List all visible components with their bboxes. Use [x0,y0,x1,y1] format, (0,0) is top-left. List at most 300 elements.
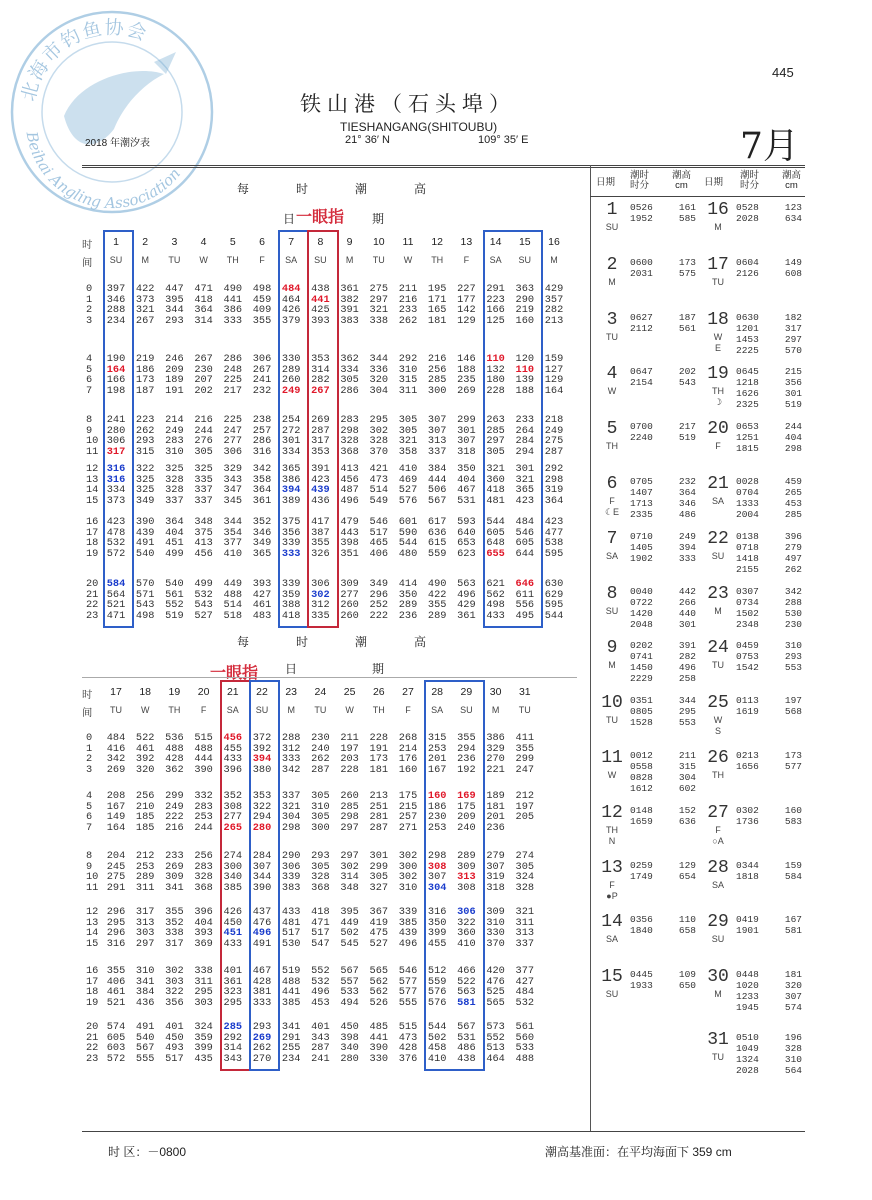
day-header: 22 [256,686,268,698]
tide-cell: 437 [252,906,272,918]
tide-cell: 370 [369,445,389,458]
hour-label: 20 [86,1021,99,1033]
tide-cell: 283 [165,435,184,448]
tide-cell: 280 [340,1052,359,1065]
tide-cell: 393 [252,578,272,590]
tide-cell: 365 [281,463,301,475]
tide-cell: 228 [340,763,359,776]
header-char-3: 潮 [355,182,368,196]
tide-cell: 338 [194,965,213,977]
tide-cell: 364 [165,516,184,528]
tide-cell: 546 [398,965,418,977]
tide-cell: 496 [398,937,418,950]
day-number: 4 [606,364,618,385]
tide-cell: 209 [165,363,184,376]
hour-label: 3 [86,763,93,776]
tide-cell: 584 [106,578,126,590]
tide-cell: 212 [135,850,155,862]
tide-cell: 160 [515,314,535,327]
tide-times: 0138 0718 1418 2155 [736,530,759,575]
day-weekday: F [609,879,615,890]
tide-cell: 344 [223,516,243,528]
tide-cell: 533 [340,986,359,999]
tide-cell: 413 [194,537,213,550]
page-number: 445 [772,65,794,80]
day-weekday: SU [711,550,725,561]
weekday-header: SA [431,705,444,715]
tide-cell: 350 [457,463,476,475]
tide-cell: 306 [252,353,272,365]
tide-cell: 395 [340,906,359,918]
tide-cell: 159 [544,353,564,365]
tide-cell: 317 [165,937,184,950]
tide-cell: 476 [252,916,272,929]
tide-cell: 396 [223,763,243,776]
tide-cell: 241 [311,1052,330,1065]
hour-label: 11 [86,881,99,894]
tide-cell: 337 [194,484,213,497]
tide-cell: 488 [165,742,184,755]
tide-cell: 253 [194,811,213,824]
tide-cell: 317 [106,445,126,458]
hour-label: 3 [86,314,93,327]
tide-cell: 502 [427,1031,447,1044]
tide-cell: 386 [281,473,301,486]
tide-cell: 365 [515,484,535,497]
tide-cell: 334 [281,445,301,458]
day-number: 31 [707,1030,729,1050]
tide-cell: 247 [515,763,535,776]
day-header: 21 [226,686,239,698]
tide-cell: 311 [194,975,213,988]
day-header: 28 [431,686,444,698]
day-weekday: TU [606,331,618,342]
tide-cell: 449 [223,578,243,590]
hour-label: 23 [86,1052,99,1065]
tide-cell: 211 [340,732,359,744]
tide-cell: 209 [457,811,476,824]
tide-cell: 171 [427,293,447,306]
tide-cell: 375 [194,526,213,539]
tide-cell: 486 [457,1042,476,1055]
tide-cell: 305 [398,424,418,437]
hour-label: 0 [86,732,93,744]
tide-cell: 564 [106,588,126,601]
tide-cell: 298 [340,424,359,437]
tide-cell: 351 [340,547,359,560]
tide-cell: 498 [486,599,505,612]
tide-cell: 364 [194,304,213,317]
tide-cell: 272 [281,424,301,437]
tide-cell: 498 [252,283,272,295]
tide-cell: 222 [369,609,389,622]
tide-heights: 197 568 [784,695,802,718]
tide-cell: 321 [135,304,155,317]
hour-label: 14 [86,927,99,940]
tide-cell: 494 [340,996,359,1009]
tide-cell: 303 [135,927,155,940]
tide-cell: 269 [457,384,476,397]
tide-cell: 439 [398,927,418,940]
hour-label: 17 [86,526,99,539]
tide-cell: 512 [427,965,447,977]
tide-cell: 252 [369,599,389,612]
hour-label: 22 [86,1042,99,1055]
tide-cell: 384 [427,463,447,475]
tide-cell: 450 [340,1021,359,1033]
tide-cell: 538 [544,537,564,550]
tide-cell: 491 [135,1021,155,1033]
tide-cell: 277 [340,588,359,601]
tide-cell: 302 [311,588,330,601]
day-header: 30 [489,686,502,698]
tide-cell: 287 [544,445,564,458]
tide-cell: 476 [486,975,505,988]
tide-cell: 223 [486,293,505,306]
tide-cell: 277 [223,435,243,448]
hour-label: 7 [86,384,93,397]
day-header: 2 [142,236,149,248]
day-number: 17 [707,254,729,275]
tide-cell: 316 [427,906,447,918]
tide-cell: 567 [427,494,447,507]
tide-cell: 411 [515,732,535,744]
tide-cell: 286 [340,384,359,397]
tide-cell: 471 [106,609,126,622]
tide-cell: 427 [252,588,272,601]
tide-cell: 522 [135,732,155,744]
tide-heights: 149 608 [784,256,802,279]
tide-cell: 506 [427,484,447,497]
header2-char-3: 潮 [355,635,368,649]
tide-cell: 519 [281,965,301,977]
day-header: 1 [113,236,119,248]
tide-cell: 306 [457,906,476,918]
weekday-header: SU [109,255,123,265]
tide-cell: 236 [486,821,505,834]
hour-label: 18 [86,537,99,550]
tide-cell: 302 [369,424,389,437]
tide-cell: 308 [223,800,243,813]
tide-heights: 123 634 [784,202,802,224]
tide-cell: 264 [515,424,535,437]
hour-label: 8 [86,850,93,862]
tide-cell: 149 [106,811,126,824]
tide-cell: 307 [427,871,447,884]
day-number: 28 [707,857,729,878]
tide-cell: 333 [223,314,243,327]
hour-label: 22 [86,599,99,612]
tide-cell: 291 [281,1031,301,1044]
tide-cell: 284 [515,435,535,448]
tide-cell: 222 [165,811,184,824]
tide-cell: 292 [398,353,418,365]
weekday-header: W [345,705,354,715]
tide-cell: 455 [223,742,243,755]
row-label-interval: 间 [82,708,93,720]
tide-cell: 368 [194,881,213,894]
tide-cell: 361 [340,283,359,295]
tide-cell: 496 [252,927,272,940]
tide-heights: 459 265 453 285 [784,476,802,520]
tide-cell: 333 [252,996,272,1009]
tide-cell: 488 [515,1052,535,1065]
tide-cell: 201 [427,753,447,766]
tide-cell: 341 [135,975,155,988]
tide-cell: 270 [486,753,505,766]
tide-cell: 305 [311,811,330,824]
tide-cell: 305 [340,374,359,387]
tide-cell: 319 [486,871,505,884]
hour-label: 20 [86,578,99,590]
tide-cell: 522 [457,975,476,988]
row-label-time: 时 [82,690,93,702]
tide-cell: 615 [427,537,447,550]
day-weekday: SU [605,989,619,1000]
day2-label-1: 日 [285,662,298,676]
tide-cell: 441 [311,293,330,306]
moon-phase-symbol: ●P [606,890,618,901]
tide-cell: 502 [340,927,359,940]
tide-heights: 244 404 298 [784,421,802,455]
tide-cell: 314 [311,363,330,376]
tide-cell: 576 [398,494,418,507]
tide-cell: 325 [194,463,213,475]
tide-cell: 540 [135,547,155,560]
tide-cell: 236 [398,609,418,622]
day-number: 20 [707,419,729,440]
day-number: 8 [606,583,618,604]
tide-cell: 325 [135,473,155,486]
tide-cell: 287 [369,821,389,834]
tide-cell: 275 [544,435,564,448]
tide-cell: 540 [165,578,184,590]
tide-cell: 289 [281,363,301,376]
tide-cell: 499 [194,578,213,590]
tide-cell: 142 [457,304,476,317]
tide-cell: 410 [223,547,243,560]
tide-cell: 260 [340,599,359,612]
tide-cell: 230 [194,363,213,376]
tide-cell: 515 [398,1021,418,1033]
tide-cell: 188 [457,363,476,376]
tide-cell: 321 [369,304,389,317]
tide-cell: 517 [311,927,330,940]
tide-cell: 344 [252,871,272,884]
tide-cell: 376 [398,1052,418,1065]
tide-cell: 233 [398,304,418,317]
tide-cell: 544 [427,1021,447,1033]
station-title: 铁山港（石头埠） [300,92,516,116]
day-header: 16 [548,236,560,248]
tide-cell: 314 [340,871,359,884]
tide-cell: 307 [252,860,272,873]
tide-cell: 422 [427,588,447,601]
tide-cell: 228 [369,732,389,744]
hour-label: 12 [86,906,99,918]
tide-cell: 313 [515,927,535,940]
tide-cell: 251 [369,800,389,813]
day-weekday: SA [605,550,618,561]
moon-phase-symbol: ○A [712,835,724,846]
tide-times: 0202 0741 1450 2229 [630,640,653,685]
tide-cell: 413 [340,463,359,475]
tide-cell: 401 [223,965,243,977]
tide-cell: 214 [165,414,184,426]
tide-cell: 392 [252,742,272,755]
tide-cell: 559 [427,975,447,988]
tide-cell: 211 [398,283,418,295]
tide-cell: 197 [515,800,535,813]
tide-cell: 410 [457,937,476,950]
tide-cell: 322 [165,986,184,999]
tide-times: 0356 1840 [630,914,653,937]
day-number: 25 [707,693,729,714]
tide-cell: 517 [369,526,389,539]
day-number: 11 [601,748,623,768]
tide-times: 0148 1659 [630,804,653,827]
tide-cell: 433 [486,609,505,622]
tide-cell: 280 [106,424,126,437]
tide-heights: 249 394 333 [678,530,696,564]
tide-cell: 333 [281,753,301,766]
tide-cell: 294 [252,811,272,824]
weekday-header: F [259,255,265,265]
tide-cell: 215 [398,800,418,813]
tide-cell: 303 [194,996,213,1009]
tide-cell: 305 [194,445,213,458]
tide-cell: 484 [515,986,535,999]
tide-cell: 189 [165,374,184,387]
tide-cell: 339 [281,537,301,550]
day-number: 10 [601,693,623,714]
tide-cell: 287 [311,1042,330,1055]
day-weekday: SA [711,879,724,890]
day-number: 2 [606,254,618,275]
tide-cell: 487 [340,484,359,497]
tide-times: 0510 1049 1324 2028 [736,1032,759,1076]
tide-cell: 471 [194,283,213,295]
tide-cell: 304 [427,881,447,894]
tide-cell: 337 [194,494,213,507]
tide-cell: 458 [427,1042,447,1055]
tide-heights: 215 356 301 519 [784,366,802,411]
weekday-header: W [199,255,208,265]
tide-cell: 305 [398,414,418,426]
tide-cell: 313 [135,916,155,929]
tide-cell: 260 [340,790,359,802]
tide-cell: 268 [398,732,418,744]
tide-cell: 513 [486,1042,505,1055]
tide-cell: 350 [398,588,418,601]
day-number: 3 [606,309,618,330]
header-char-2: 时 [296,182,309,196]
tide-heights: 167 581 [784,914,802,937]
tide-cell: 329 [486,742,505,755]
tide-cell: 307 [486,860,505,873]
tide-cell: 341 [165,881,184,894]
tide-cell: 265 [223,821,243,834]
tide-cell: 256 [427,363,447,376]
tide-cell: 480 [398,547,418,560]
tide-cell: 269 [165,860,184,873]
tide-cell: 317 [311,435,330,448]
tide-cell: 344 [165,304,184,317]
tide-cell: 370 [486,937,505,950]
tide-cell: 175 [398,790,418,802]
tide-cell: 299 [457,414,476,426]
tide-cell: 418 [486,484,505,497]
tide-cell: 256 [135,790,155,802]
tide-cell: 173 [135,374,155,387]
tide-cell: 521 [106,599,126,612]
tide-cell: 527 [398,484,418,497]
tide-times: 0459 0753 1542 [736,640,759,674]
tide-cell: 315 [398,374,418,387]
tide-heights: 232 364 346 486 [678,476,696,520]
tide-cell: 305 [369,871,389,884]
tide-cell: 576 [427,996,447,1009]
day-header: 26 [372,686,385,698]
tide-cell: 344 [369,353,389,365]
tide-cell: 547 [311,937,330,950]
tide-cell: 227 [457,283,476,295]
day-number: 1 [606,200,618,220]
tide-cell: 375 [281,516,301,528]
hour-label: 15 [86,494,99,507]
tide-cell: 302 [340,860,359,873]
tide-cell: 110 [515,363,535,376]
tide-cell: 444 [194,753,213,766]
hour-label: 16 [86,965,99,977]
moon-phase-symbol: N [608,835,616,846]
tide-cell: 552 [311,965,330,977]
tide-cell: 274 [223,850,243,862]
tide-cell: 493 [165,1042,184,1055]
tide-cell: 427 [515,975,535,988]
tide-cell: 544 [544,609,564,622]
tide-cell: 518 [223,609,243,622]
tide-cell: 357 [544,293,564,306]
tide-cell: 302 [398,871,418,884]
tide-cell: 337 [165,494,184,507]
tide-cell: 363 [515,283,535,295]
tide-cell: 337 [427,445,447,458]
tide-cell: 361 [457,609,476,622]
tide-cell: 245 [106,860,126,873]
tide-cell: 234 [106,314,126,327]
day-number: 19 [707,364,729,385]
day-header: 5 [229,236,236,248]
tide-cell: 257 [252,424,272,437]
tide-heights: 129 654 [678,859,696,882]
tide-cell: 175 [457,800,476,813]
weekday-header: SU [314,255,327,265]
day-weekday: TH [606,824,618,835]
tide-cell: 552 [486,1031,505,1044]
tide-cell: 282 [311,374,330,387]
tide-cell: 311 [135,881,155,894]
tide-cell: 189 [486,790,505,802]
tide-cell: 571 [135,588,155,601]
tide-cell: 306 [311,578,330,590]
tide-cell: 361 [223,975,243,988]
day-weekday: TH [606,441,618,452]
header2-char-2: 时 [296,635,309,649]
tide-times: 0653 1251 1815 [736,421,759,455]
tide-cell: 313 [427,435,447,448]
day-header: 6 [259,236,265,248]
